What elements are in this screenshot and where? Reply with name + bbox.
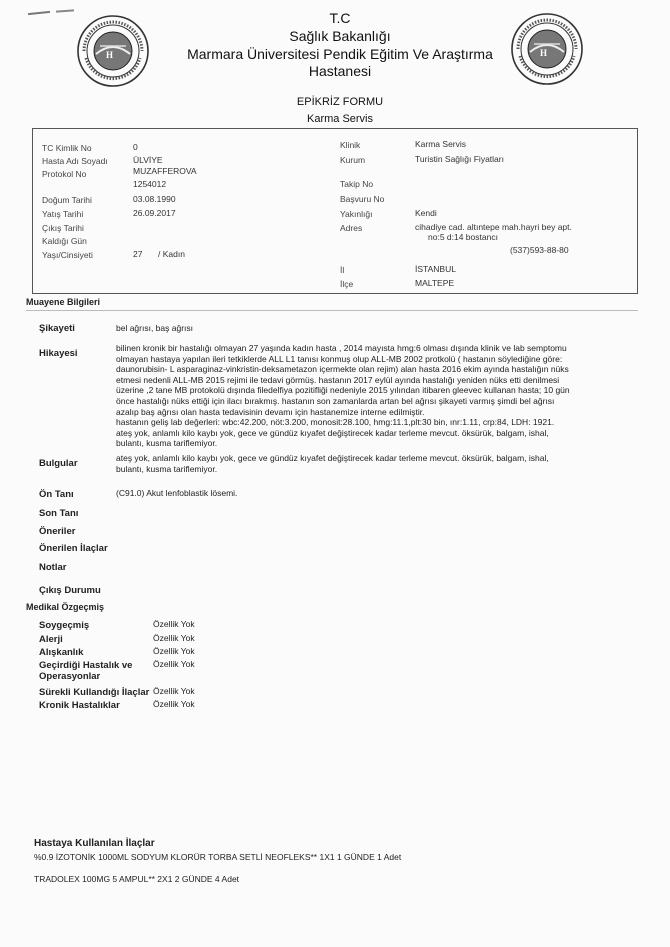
district-value: MALTEPE [415, 278, 455, 288]
protocol-label: Protokol No [42, 169, 87, 179]
stay-label: Kaldığı Gün [42, 236, 87, 246]
scan-mark [56, 9, 74, 12]
clinic-value: Karma Servis [415, 139, 467, 149]
mh-label: Sürekli Kullandığı İlaçlar [39, 687, 150, 698]
institution-label: Kurum [340, 155, 366, 165]
mh-label: Alışkanlık [39, 647, 84, 658]
protocol-value: 1254012 [133, 179, 167, 189]
institution-value: Turistin Sağlığı Fiyatları [415, 154, 504, 164]
mh-label: Geçirdiği Hastalık ve [39, 660, 133, 671]
admit-value: 26.09.2017 [133, 208, 176, 218]
relation-label: Yakınlığı [340, 209, 373, 219]
age-label: Yaşı/Cinsiyeti [42, 250, 93, 260]
address-value: cihadiye cad. altıntepe mah.hayri bey apt. [415, 222, 572, 232]
hospital-name-line2: Hastanesi [308, 63, 372, 79]
birth-value: 03.08.1990 [133, 194, 176, 204]
age-value: 27 [133, 249, 143, 259]
exam-section-title: Muayene Bilgileri [26, 297, 101, 307]
district-label: İlçe [340, 279, 354, 289]
svg-text:H: H [106, 50, 114, 60]
mh-label: Soygeçmiş [39, 620, 90, 631]
address-value-2: no:5 d:14 bostancı [428, 232, 498, 242]
medical-history-title: Medikal Özgeçmiş [26, 602, 105, 612]
final-diagnosis-label: Son Tanı [39, 508, 79, 519]
history-line: önce hastalığı nüks ettiği için ilacı bırakmış. hastanın son zamanlarda artan bel ağrısı şikayeti varmış şimdi bel ağrısı [116, 395, 555, 406]
phone-value: (537)593-88-80 [510, 245, 569, 255]
hospital-seal-icon [76, 14, 150, 88]
drug-item: TRADOLEX 100MG 5 AMPUL** 2X1 2 GÜNDE 4 Adet [34, 874, 240, 884]
mh-label: Alerji [39, 634, 63, 645]
history-line: ateş yok, anlamlı kilo kaybı yok, gece ve gündüz kıyafet değiştirecek kadar terleme mevcut. öksürük, balgam, ishal, [116, 427, 549, 438]
findings-line: bulantı, kusma tariflemiyor. [116, 463, 218, 474]
pre-diagnosis-label: Ön Tanı [39, 489, 74, 500]
drug-item: %0.9 İZOTONİK 1000ML SODYUM KLORÜR TORBA SETLİ NEOFLEKS** 1X1 1 GÜNDE 1 Adet [34, 852, 402, 862]
birth-label: Doğum Tarihi [42, 195, 92, 205]
name-value: ÜLVİYE [133, 155, 163, 165]
patient-info-box [32, 128, 638, 294]
hospital-name: Marmara Üniversitesi Pendik Eğitim Ve Araştırma [187, 46, 493, 62]
mh-value: Özellik Yok [153, 619, 195, 629]
mh-value: Özellik Yok [153, 646, 195, 656]
discharge-label: Çıkış Tarihi [42, 223, 84, 233]
history-line: azalıp baş ağrısı olan hasta tedavisinin devamı için hastanemize interne edilmiştir. [116, 406, 425, 417]
service-title: Karma Servis [306, 113, 374, 125]
history-line: bulantı, kusma tariflemiyor. [116, 438, 218, 449]
city-value: İSTANBUL [415, 264, 456, 274]
scan-mark [28, 11, 50, 15]
history-line: olmayan hastaya yapılan ileri tetkiklerde ALL L1 tanısı konmuş olup ALL-MB 2002 protkolü ( hastanın söylediğine göre: [116, 353, 563, 364]
gender-value: / Kadın [158, 249, 185, 259]
svg-text:H: H [540, 48, 548, 58]
recommendations-label: Öneriler [39, 526, 76, 537]
findings-line: ateş yok, anlamlı kilo kaybı yok, gece ve gündüz kıyafet değiştirecek kadar terleme mevcut. öksürük, balgam, ishal, [116, 453, 549, 463]
findings-label: Bulgular [39, 458, 78, 469]
clinic-label: Klinik [340, 140, 361, 150]
history-line: etmesi nedenli ALL-MB 2015 rejimi ile tedavi görmüş. hastanın 2017 eylül ayında hastalığı yeniden nüks etti denilmesi [116, 374, 560, 385]
surname-value: MUZAFFEROVA [133, 166, 197, 176]
history-line: üzerine ,2 tane MB protokolü dışında filedelfiya pozitifliği nedeniyle 2015 yılından itibaren gleevec kullanan hasta; 10 gün [116, 385, 570, 396]
history-text [116, 343, 636, 449]
country-title: T.C [329, 10, 351, 26]
relation-value: Kendi [415, 208, 437, 218]
section-divider [26, 310, 638, 311]
mh-value: Özellik Yok [153, 659, 195, 669]
admit-label: Yatış Tarihi [42, 209, 84, 219]
tc-value: 0 [133, 142, 138, 152]
form-title: EPİKRİZ FORMU [296, 96, 384, 108]
name-label: Hasta Adı Soyadı [42, 156, 108, 166]
history-line: daunorubisin- L asparaginaz-vinkristin-deksametazon içermekte olan rejim) alan hasta 2016 ekim ayında hastalığın nüks [116, 364, 569, 375]
application-label: Başvuru No [340, 194, 385, 204]
followup-label: Takip No [340, 179, 374, 189]
ministry-title: Sağlık Bakanlığı [289, 28, 391, 44]
mh-label-line2: Operasyonlar [39, 671, 101, 682]
mh-value: Özellik Yok [153, 686, 195, 696]
mh-label: Kronik Hastalıklar [39, 700, 120, 711]
mh-value: Özellik Yok [153, 699, 195, 709]
mh-value: Özellik Yok [153, 633, 195, 643]
recommended-drugs-label: Önerilen İlaçlar [39, 543, 108, 554]
notes-label: Notlar [39, 562, 67, 573]
history-line: bilinen kronik bir hastalığı olmayan 27 yaşında kadın hasta , 2014 mayısta hmg:6 olması dışında klinik ve lab semptomu [116, 343, 567, 353]
pre-diagnosis-value: (C91.0) Akut lenfoblastik lösemi. [116, 488, 238, 498]
exit-status-label: Çıkış Durumu [39, 585, 101, 596]
history-label: Hikayesi [39, 348, 78, 359]
city-label: İl [340, 265, 345, 275]
findings-text [116, 453, 636, 474]
drugs-section-title: Hastaya Kullanılan İlaçlar [34, 838, 155, 849]
address-label: Adres [340, 223, 363, 233]
complaint-value: bel ağrısı, baş ağrısı [116, 323, 194, 333]
history-line: hastanın geliş lab değerleri: wbc:42.200, nöt:3.200, monosit:28.100, hmg:11.1,plt:30 bin, ınr:1.11, crp:84, LDH: 1921. [116, 417, 555, 428]
tc-label: TC Kimlik No [42, 143, 92, 153]
complaint-label: Şikayeti [39, 323, 75, 334]
